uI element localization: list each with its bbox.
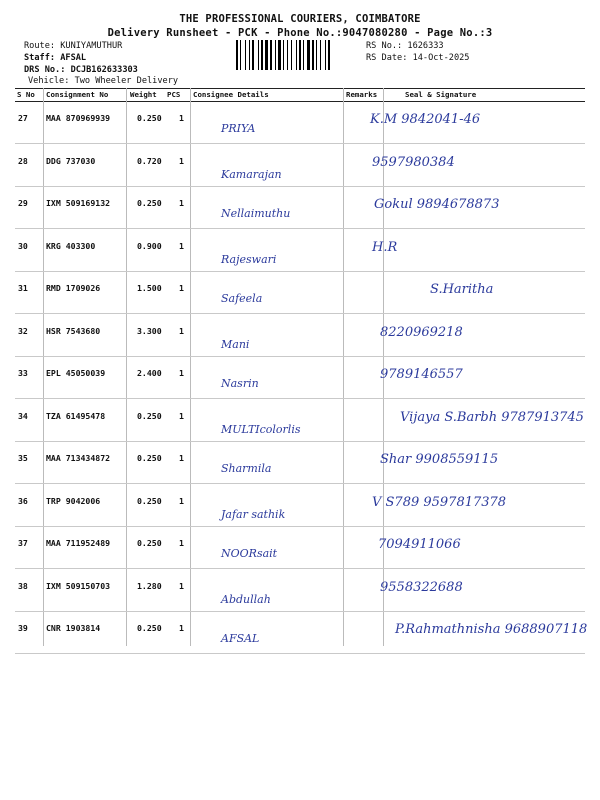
consignee-name: AFSAL [221,632,260,645]
weight-cell: 2.400 [137,368,162,378]
signature: H.R [372,239,398,255]
signature: 7094911066 [378,537,461,552]
pcs-cell: 1 [179,623,184,633]
barcode-bar [278,40,281,70]
sno-cell: 34 [18,410,28,421]
sno-cell: 33 [18,368,28,378]
barcode-bar [296,40,297,70]
pcs-cell: 1 [179,453,184,463]
col-sno: S No [17,90,35,99]
barcode-bar [325,40,326,70]
sno-cell: 38 [18,580,28,591]
signature: V S789 9597817378 [372,494,507,510]
sno-cell: 36 [18,495,28,506]
sno-cell: 32 [18,325,28,336]
pcs-cell: 1 [179,495,184,506]
table-row [15,228,585,272]
sno-cell: 39 [18,623,28,633]
consignee-name: Nellaimuthu [221,207,291,220]
consignment-cell: DDG 737030 [46,155,96,166]
barcode-bar [291,40,292,70]
table-row [15,440,585,484]
pcs-cell: 1 [179,410,184,421]
barcode-bar [316,40,317,70]
barcode-bar [245,40,246,70]
weight-cell: 0.250 [137,453,162,463]
weight-cell: 0.250 [137,198,162,208]
signature: 9558322688 [380,579,463,595]
table-row [15,143,585,187]
consignee-name: Sharmila [221,462,272,475]
barcode-bar [249,40,250,70]
pcs-cell: 1 [179,155,184,166]
sno-cell: 29 [18,198,28,208]
signature: S.Haritha [430,282,494,297]
consignee-name: NOORsait [221,547,278,560]
col-seal: Seal & Signature [405,90,477,99]
signature: Shar 9908559115 [380,452,499,467]
col-remarks: Remarks [346,90,378,99]
signature: 8220969218 [380,324,463,340]
table-row [15,568,585,612]
sno-cell: 28 [18,155,28,166]
consignment-cell: MAA 711952489 [46,538,111,548]
weight-cell: 3.300 [137,325,162,336]
table-row [15,355,585,399]
barcode-bar [258,40,259,70]
pcs-cell: 1 [179,325,184,336]
rs-date: RS Date: 14-Oct-2025 [366,53,470,63]
consignment-cell: CNR 1903814 [46,623,101,633]
signature: Gokul 9894678873 [374,197,500,212]
barcode-bar [307,40,310,70]
drs-value: DCJB162633303 [70,65,138,75]
consignee-name: Mani [221,337,250,351]
weight-cell: 0.250 [137,623,162,633]
barcode-bar [275,40,276,70]
weight-cell: 0.250 [137,538,162,548]
barcode-bar [299,40,301,70]
route-label: Route: KUNIYAMUTHUR [24,41,123,51]
table-row [15,398,585,442]
consignee-name: MULTIcolorlis [221,422,301,436]
col-consignment: Consignment No [46,90,109,99]
consignee-name: Kamarajan [221,167,282,181]
consignment-cell: KRG 403300 [46,240,96,251]
weight-cell: 0.900 [137,240,162,251]
pcs-cell: 1 [179,198,184,208]
pcs-cell: 1 [179,240,184,251]
consignee-name: PRIYA [221,122,256,135]
pcs-cell: 1 [179,538,184,548]
pcs-cell: 1 [179,580,184,591]
barcode-bar [312,40,314,70]
pcs-cell: 1 [179,283,184,293]
runsheet-subtitle: Delivery Runsheet - PCK - Phone No.:9047080280 - Page No.:3 [107,27,493,39]
vehicle-label: Vehicle: Two Wheeler Delivery [28,76,179,86]
sno-cell: 37 [18,538,28,548]
table-row [15,270,585,314]
consignment-cell: IXM 509150703 [46,580,111,591]
table-row [15,525,585,569]
table-row [15,313,585,357]
consignment-cell: TZA 61495478 [46,410,106,421]
signature: 9789146557 [380,367,463,382]
consignment-cell: IXM 509169132 [46,198,111,208]
consignee-name: Abdullah [221,592,271,606]
weight-cell: 0.720 [137,155,162,166]
consignment-cell: HSR 7543680 [46,325,101,336]
sno-cell: 35 [18,453,28,463]
signature: P.Rahmathnisha 9688907118 [395,622,588,637]
weight-cell: 0.250 [137,113,162,123]
sno-cell: 31 [18,283,28,293]
barcode-bar [240,40,241,70]
rs-number: RS No.: 1626333 [366,41,444,51]
signature: Vijaya S.Barbh 9787913745 [400,409,584,425]
consignee-name: Safeela [221,292,263,305]
barcode-bar [320,40,321,70]
weight-cell: 1.280 [137,580,162,591]
table-row [15,483,585,527]
consignment-cell: RMD 1709026 [46,283,101,293]
barcode-bar [261,40,263,70]
sno-cell: 30 [18,240,28,251]
signature: 9597980384 [372,154,455,170]
drs-label: DRS No.: [24,65,66,75]
weight-cell: 0.250 [137,410,162,421]
barcode-bar [328,40,330,70]
weight-cell: 1.500 [137,283,162,293]
consignee-name: Nasrin [221,377,259,390]
col-pcs: PCS [167,90,181,99]
barcode-bar [265,40,268,70]
consignment-cell: TRP 9042006 [46,495,101,506]
sno-cell: 27 [18,113,28,123]
consignment-cell: EPL 45050039 [46,368,106,378]
consignment-cell: MAA 713434872 [46,453,111,463]
barcode-bar [283,40,284,70]
col-consignee: Consignee Details [193,90,269,99]
drs-number [24,65,138,75]
table-row [15,100,585,144]
table-row [15,610,588,654]
barcode-bar [236,40,238,70]
barcode-bar [270,40,272,70]
col-weight: Weight [130,90,157,99]
consignee-name: Rajeswari [221,252,277,266]
barcode-bar [287,40,288,70]
barcode-image [236,40,362,70]
barcode-bar [252,40,254,70]
signature: K.M 9842041-46 [370,112,481,127]
staff-label: Staff: AFSAL [24,53,87,63]
company-title: THE PROFESSIONAL COURIERS, COIMBATORE [179,13,421,25]
consignee-name: Jafar sathik [221,507,286,521]
consignment-cell: MAA 870969939 [46,113,111,123]
pcs-cell: 1 [179,113,184,123]
barcode-bar [303,40,304,70]
weight-cell: 0.250 [137,495,162,506]
table-row [15,185,585,229]
pcs-cell: 1 [179,368,184,378]
